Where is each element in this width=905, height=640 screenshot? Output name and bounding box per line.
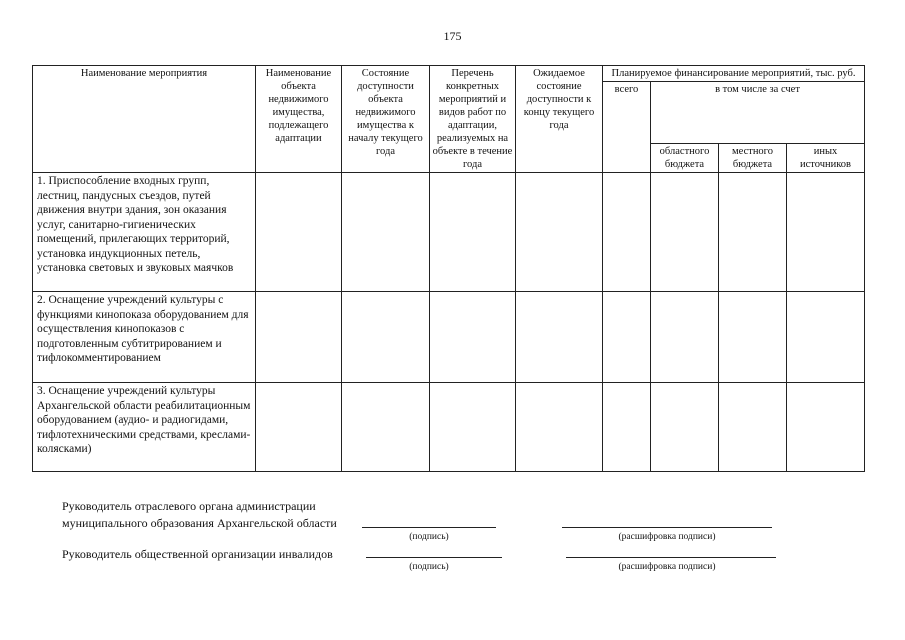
row-local-cell: [719, 292, 787, 383]
header-object-name: Наименование объекта недвижимого имущества, подлежащего адаптации: [256, 66, 342, 173]
header-total: всего: [603, 82, 651, 173]
row-object-cell: [256, 173, 342, 292]
row-other-cell: [787, 173, 865, 292]
row-expected-cell: [516, 173, 603, 292]
header-expected-state: Ожидаемое состояние доступности к концу текущего года: [516, 66, 603, 173]
head-admin-title-line2: муниципального образования Архангельской области: [62, 516, 337, 530]
row-local-cell: [719, 173, 787, 292]
row-expected-cell: [516, 292, 603, 383]
row-state-cell: [342, 173, 430, 292]
header-regional-budget: областного бюджета: [651, 144, 719, 173]
row-object-cell: [256, 383, 342, 472]
header-financing: Планируемое финансирование мероприятий, тыс. руб.: [603, 66, 865, 82]
row-works-cell: [430, 173, 516, 292]
row-regional-cell: [651, 292, 719, 383]
table-row: [33, 173, 865, 292]
row-object-cell: [256, 292, 342, 383]
header-other-sources: иных источников: [787, 144, 865, 173]
table-row: [33, 383, 865, 472]
row-regional-cell: [651, 383, 719, 472]
row-works-cell: [430, 292, 516, 383]
head-admin-title-line1: Руководитель отраслевого органа администрации: [62, 499, 316, 513]
row-event-name: 1. Приспособление входных групп, лестниц, пандусных съездов, путей движения внутри здания, зон оказания услуг, санитарно-гигиенических помещений, прилегающих территорий, установка индукционных петель, установка световых и звуковых маячков: [33, 173, 256, 292]
row-regional-cell: [651, 173, 719, 292]
row-local-cell: [719, 383, 787, 472]
row-other-cell: [787, 292, 865, 383]
decoding-line: [562, 527, 772, 528]
accessibility-plan-table: [32, 65, 865, 472]
row-total-cell: [603, 383, 651, 472]
row-state-cell: [342, 292, 430, 383]
row-event-name: 3. Оснащение учреждений культуры Архангельской области реабилитационным оборудованием (аудио- и радиогидами, тифлотехническими средствами, креслами-колясками): [33, 383, 256, 472]
page-number: 175: [443, 29, 462, 43]
signature-line: [362, 527, 496, 528]
row-state-cell: [342, 383, 430, 472]
table-row: [33, 292, 865, 383]
row-other-cell: [787, 383, 865, 472]
row-expected-cell: [516, 383, 603, 472]
signature-line: [366, 557, 502, 558]
header-works-list: Перечень конкретных мероприятий и видов работ по адаптации, реализуемых на объекте в течение года: [430, 66, 516, 173]
header-local-budget: местного бюджета: [719, 144, 787, 173]
row-works-cell: [430, 383, 516, 472]
header-event-name: Наименование мероприятия: [33, 66, 256, 173]
head-org-title: Руководитель общественной организации инвалидов: [62, 547, 333, 561]
decoding-hint: (расшифровка подписи): [618, 562, 716, 572]
header-accessibility-state: Состояние доступности объекта недвижимого имущества к началу текущего года: [342, 66, 430, 173]
row-total-cell: [603, 292, 651, 383]
header-including: в том числе за счет: [651, 82, 865, 144]
decoding-hint: (расшифровка подписи): [618, 532, 716, 542]
signature-hint: (подпись): [409, 532, 449, 542]
row-total-cell: [603, 173, 651, 292]
signature-hint: (подпись): [409, 562, 449, 572]
decoding-line: [566, 557, 776, 558]
row-event-name: 2. Оснащение учреждений культуры с функциями кинопоказа оборудованием для осуществления кинопоказов с подготовленным субтитрированием и тифлокомментированием: [33, 292, 256, 383]
